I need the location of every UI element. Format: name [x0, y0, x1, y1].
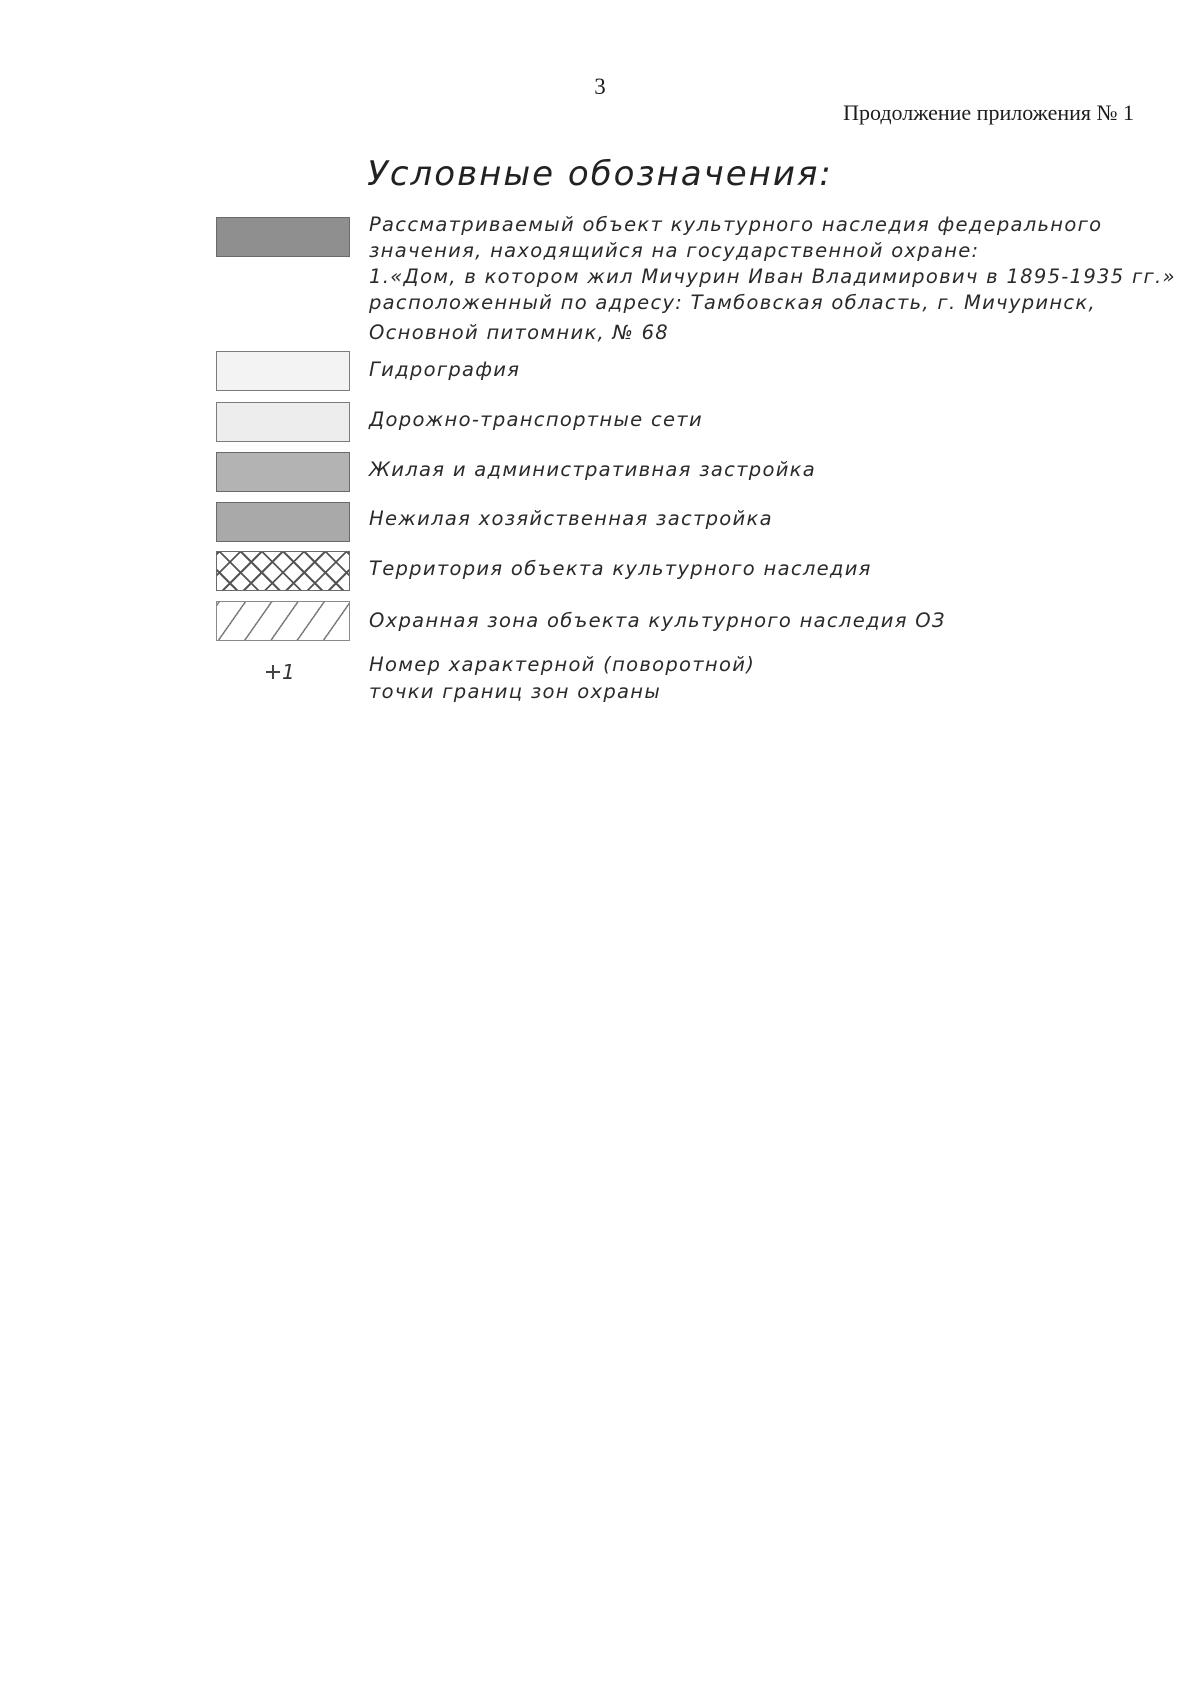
legend-label-heritage-territory: Территория объекта культурного наследия [369, 557, 872, 580]
boundary-point-marker [266, 660, 306, 684]
legend-label-protection-zone: Охранная зона объекта культурного наследия ОЗ [369, 609, 946, 632]
legend-swatch-heritage-object [216, 217, 350, 257]
legend-label-hydrography: Гидрография [369, 358, 521, 381]
legend-title: Условные обозначения: [367, 154, 833, 194]
legend-swatch-hydrography [216, 351, 350, 391]
legend-label-boundary-point [369, 651, 1149, 705]
legend [0, 0, 1200, 720]
legend-label-line: значения, находящийся на государственной охране: [369, 239, 980, 262]
legend-label-heritage-object [369, 212, 1176, 346]
legend-label-line: точки границ зон охраны [369, 680, 662, 703]
legend-label-line: 1.«Дом, в котором жил Мичурин Иван Владимирович в 1895-1935 гг.» [369, 265, 1176, 288]
legend-label-line: Основной питомник, № 68 [369, 321, 670, 344]
legend-swatch-residential [216, 452, 350, 492]
legend-label-residential: Жилая и административная застройка [369, 458, 816, 481]
legend-label-line: расположенный по адресу: Тамбовская область, г. Мичуринск, [369, 291, 1097, 314]
legend-swatch-roads [216, 402, 350, 442]
legend-swatch-protection-zone [216, 601, 350, 641]
legend-label-non-residential: Нежилая хозяйственная застройка [369, 507, 773, 530]
legend-label-roads: Дорожно-транспортные сети [369, 408, 703, 431]
legend-swatch-heritage-territory [216, 551, 350, 591]
crosshair-icon [266, 665, 280, 679]
appendix-continuation-heading: Продолжение приложения № 1 [843, 100, 1134, 125]
legend-swatch-non-residential [216, 502, 350, 542]
page-number: 3 [594, 74, 606, 99]
legend-label-line: Рассматриваемый объект культурного наследия федерального [369, 213, 1103, 236]
boundary-point-number: 1 [282, 660, 295, 684]
legend-label-line: Номер характерной (поворотной) [369, 653, 756, 676]
